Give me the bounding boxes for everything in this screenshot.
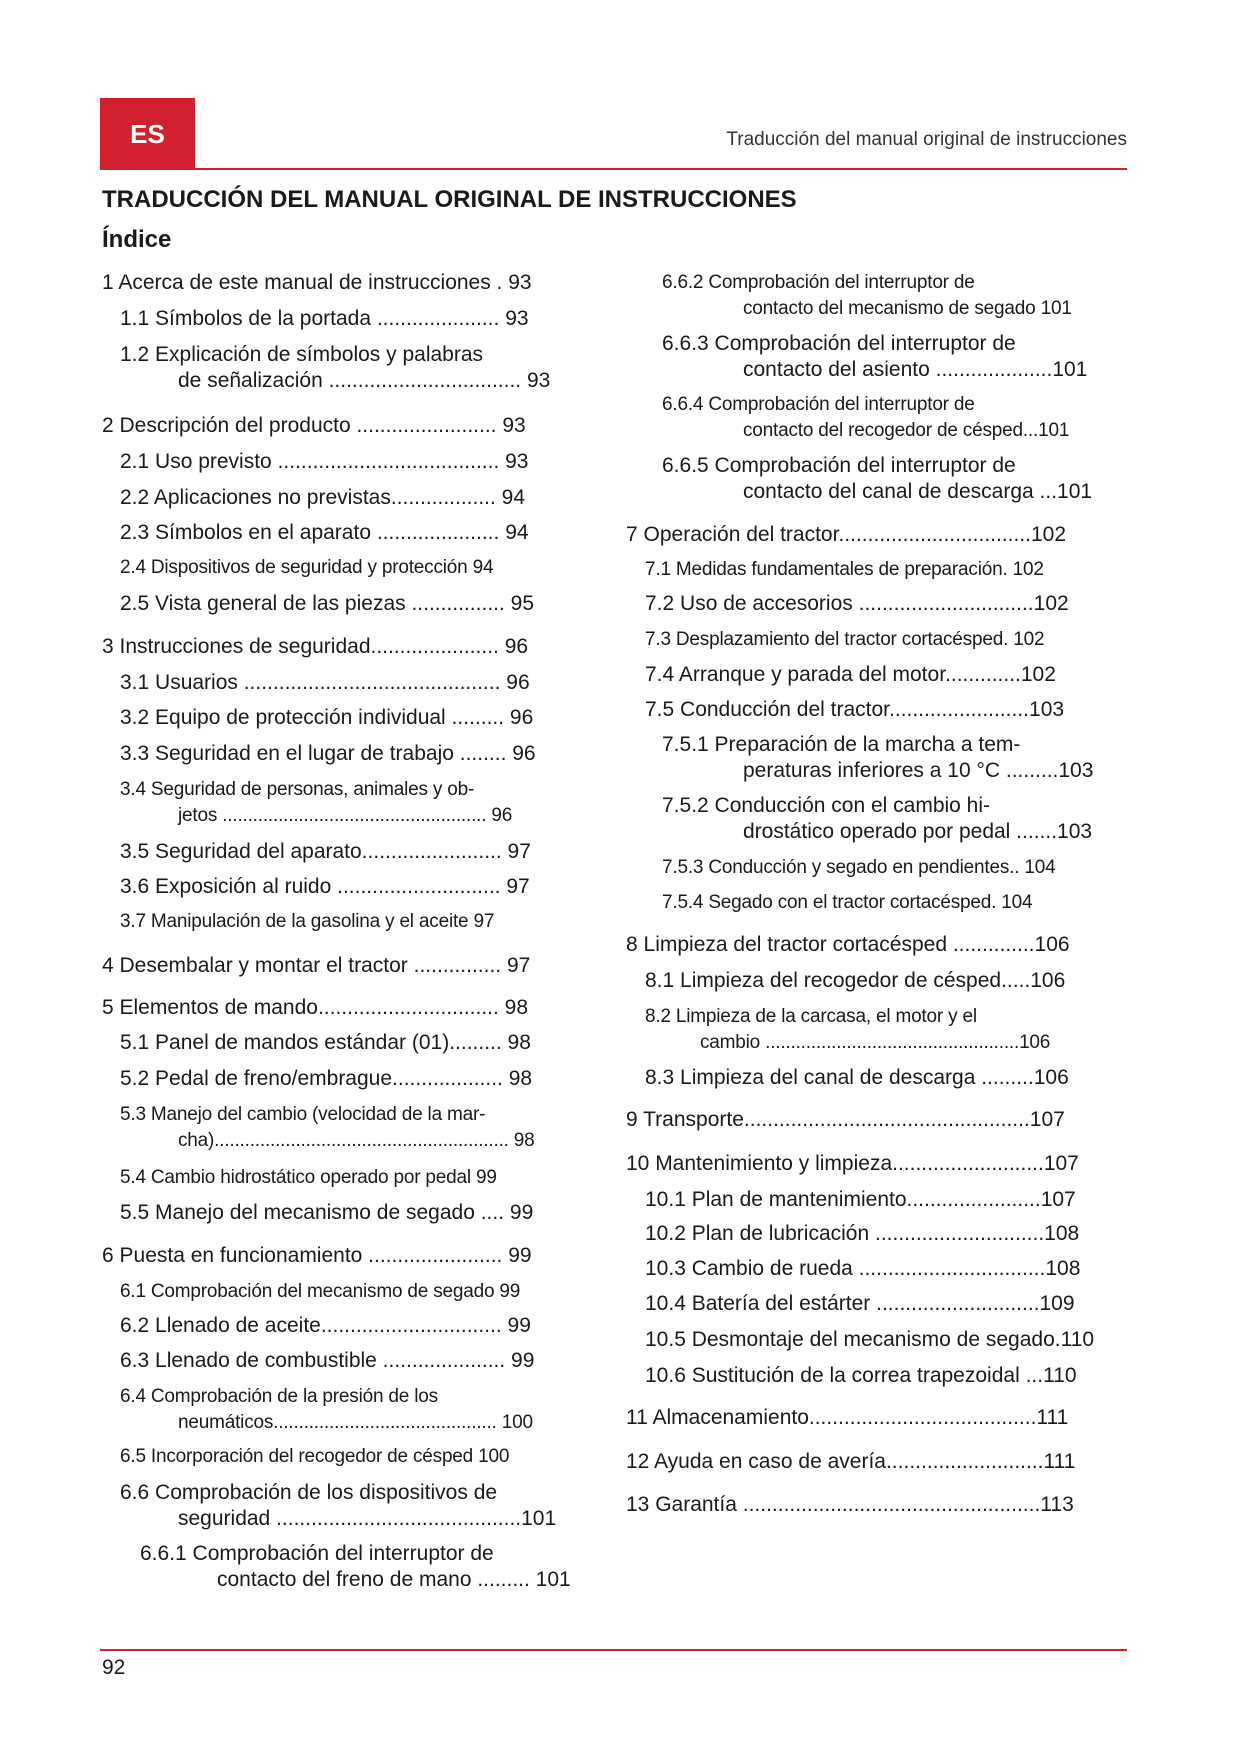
header-rule: [100, 168, 1127, 170]
toc-entry-text: 6.6.2 Comprobación del interruptor de: [662, 272, 975, 293]
toc-entry[interactable]: [662, 270, 1072, 322]
toc-entry[interactable]: [120, 909, 494, 935]
toc-entry-text: 2.4 Dispositivos de seguridad y protección 94: [120, 557, 494, 578]
toc-entry-continuation: jetos .................................................... 96: [178, 805, 513, 826]
toc-entry[interactable]: [645, 1291, 1075, 1317]
toc-entry-continuation: seguridad ..........................................101: [178, 1507, 557, 1530]
toc-entry[interactable]: [662, 855, 1055, 881]
toc-entry-text: 5.2 Pedal de freno/embrague................... 98: [120, 1067, 533, 1090]
toc-entry-continuation: neumáticos............................................ 100: [178, 1412, 533, 1433]
toc-entry[interactable]: [120, 1444, 509, 1470]
toc-entry-text: 11 Almacenamiento.......................................111: [626, 1406, 1069, 1429]
toc-entry-text: 9 Transporte.................................................107: [626, 1108, 1065, 1131]
toc-entry-text: 7.5.4 Segado con el tractor cortacésped. 104: [662, 892, 1033, 913]
toc-entry-text: 7.2 Uso de accesorios ..............................102: [645, 592, 1069, 615]
toc-entry[interactable]: [120, 777, 512, 829]
toc-entry-text: 6 Puesta en funcionamiento ....................... 99: [102, 1244, 532, 1267]
toc-entry-text: 3.3 Seguridad en el lugar de trabajo ........ 96: [120, 742, 536, 765]
toc-entry-text: 10.1 Plan de mantenimiento.......................107: [645, 1188, 1076, 1211]
toc-entry[interactable]: [645, 1065, 1069, 1091]
toc-entry[interactable]: [120, 1348, 534, 1374]
toc-entry-text: 10.2 Plan de lubricación .............................108: [645, 1222, 1080, 1245]
toc-entry[interactable]: [626, 1107, 1065, 1133]
toc-entry[interactable]: [645, 662, 1056, 688]
toc-entry-text: 6.1 Comprobación del mecanismo de segado 99: [120, 1281, 521, 1302]
toc-entry-continuation: cha).......................................................... 98: [178, 1130, 535, 1151]
toc-entry-text: 7.5.2 Conducción con el cambio hi-: [662, 794, 991, 817]
toc-entry-text: 3.6 Exposición al ruido ............................ 97: [120, 875, 530, 898]
toc-entry-text: 5.1 Panel de mandos estándar (01)......... 98: [120, 1031, 531, 1054]
toc-entry-text: 6.2 Llenado de aceite............................... 99: [120, 1314, 531, 1337]
toc-entry-text: 1.2 Explicación de símbolos y palabras: [120, 343, 484, 366]
document-title: TRADUCCIÓN DEL MANUAL ORIGINAL DE INSTRUCCIONES: [102, 186, 797, 213]
toc-entry[interactable]: [626, 1151, 1079, 1177]
toc-entry[interactable]: [120, 839, 531, 865]
toc-entry-continuation: contacto del mecanismo de segado 101: [743, 298, 1072, 319]
toc-entry-text: 5.4 Cambio hidrostático operado por pedal 99: [120, 1167, 497, 1188]
toc-entry[interactable]: [645, 1327, 1094, 1353]
toc-entry[interactable]: [662, 890, 1032, 916]
toc-entry[interactable]: [102, 1243, 532, 1269]
toc-entry-text: 10.4 Batería del estárter ............................109: [645, 1292, 1075, 1315]
toc-entry[interactable]: [626, 1405, 1068, 1431]
toc-entry-text: 6.6.5 Comprobación del interruptor de: [662, 454, 1016, 477]
toc-entry-text: 6.6.3 Comprobación del interruptor de: [662, 332, 1016, 355]
toc-entry[interactable]: [120, 449, 528, 475]
toc-entry[interactable]: [662, 331, 1087, 383]
toc-entry-text: 3.5 Seguridad del aparato........................ 97: [120, 840, 531, 863]
toc-entry-text: 10.6 Sustitución de la correa trapezoidal ...110: [645, 1364, 1077, 1387]
toc-entry[interactable]: [120, 485, 525, 511]
toc-entry-text: 8.1 Limpieza del recogedor de césped.....106: [645, 969, 1066, 992]
toc-entry-continuation: contacto del recogedor de césped...101: [743, 420, 1070, 441]
toc-entry[interactable]: [102, 634, 528, 660]
toc-entry[interactable]: [626, 1449, 1075, 1475]
toc-entry[interactable]: [120, 1102, 535, 1154]
toc-entry[interactable]: [102, 953, 530, 979]
toc-entry[interactable]: [120, 874, 530, 900]
toc-entry[interactable]: [645, 1256, 1080, 1282]
language-tab: ES: [100, 98, 195, 170]
toc-entry[interactable]: [120, 591, 534, 617]
toc-entry[interactable]: [120, 1066, 532, 1092]
page-number: 92: [102, 1656, 126, 1679]
toc-entry-text: 5.5 Manejo del mecanismo de segado .... 99: [120, 1201, 534, 1224]
toc-entry-continuation: cambio ..................................................106: [700, 1032, 1051, 1053]
toc-entry-continuation: drostático operado por pedal .......103: [743, 820, 1093, 843]
toc-entry[interactable]: [120, 1384, 533, 1436]
toc-entry[interactable]: [662, 732, 1093, 784]
toc-entry-text: 12 Ayuda en caso de avería...........................111: [626, 1450, 1076, 1473]
toc-entry-text: 7.1 Medidas fundamentales de preparación. 102: [645, 559, 1044, 580]
toc-entry-text: 3.4 Seguridad de personas, animales y ob-: [120, 779, 475, 800]
toc-entry[interactable]: [120, 520, 529, 546]
toc-entry[interactable]: [120, 670, 530, 696]
toc-entry[interactable]: [140, 1541, 571, 1593]
toc-entry-text: 5 Elementos de mando............................... 98: [102, 996, 529, 1019]
toc-entry-text: 8 Limpieza del tractor cortacésped ..............106: [626, 933, 1070, 956]
toc-entry[interactable]: [645, 968, 1065, 994]
toc-entry[interactable]: [120, 555, 493, 581]
toc-entry[interactable]: [645, 1363, 1077, 1389]
toc-entry-text: 8.2 Limpieza de la carcasa, el motor y el: [645, 1006, 977, 1027]
toc-entry-text: 2.1 Uso previsto ...................................... 93: [120, 450, 529, 473]
toc-entry[interactable]: [120, 1030, 531, 1056]
toc-entry-text: 6.5 Incorporación del recogedor de césped 100: [120, 1446, 510, 1467]
toc-entry[interactable]: [120, 1279, 520, 1305]
toc-entry[interactable]: [662, 392, 1069, 444]
toc-entry-text: 2 Descripción del producto ........................ 93: [102, 414, 526, 437]
toc-entry-text: 6.6.4 Comprobación del interruptor de: [662, 394, 975, 415]
toc-entry[interactable]: [645, 627, 1044, 653]
toc-entry-text: 2.3 Símbolos en el aparato ..................... 94: [120, 521, 529, 544]
toc-heading: Índice: [102, 226, 172, 253]
toc-entry-text: 10.3 Cambio de rueda ................................108: [645, 1257, 1081, 1280]
running-header-title: Traducción del manual original de instrucciones: [726, 129, 1127, 150]
toc-entry[interactable]: [626, 932, 1070, 958]
toc-entry-text: 7.5.1 Preparación de la marcha a tem-: [662, 733, 1021, 756]
toc-entry[interactable]: [120, 342, 550, 394]
toc-entry-text: 2.5 Vista general de las piezas ................ 95: [120, 592, 535, 615]
toc-entry-text: 7.5.3 Conducción y segado en pendientes.. 104: [662, 857, 1056, 878]
toc-entry[interactable]: [645, 1187, 1076, 1213]
toc-entry[interactable]: [626, 522, 1066, 548]
toc-entry-continuation: de señalización ................................. 93: [178, 369, 551, 392]
toc-entry-text: 6.3 Llenado de combustible ..................... 99: [120, 1349, 535, 1372]
toc-entry-text: 6.6 Comprobación de los dispositivos de: [120, 1481, 498, 1504]
toc-entry-continuation: contacto del canal de descarga ...101: [743, 480, 1093, 503]
toc-entry[interactable]: [120, 1200, 533, 1226]
toc-entry[interactable]: [120, 1165, 497, 1191]
toc-entry[interactable]: [102, 270, 532, 296]
toc-entry-text: 3.2 Equipo de protección individual ......... 96: [120, 706, 534, 729]
toc-entry-text: 6.4 Comprobación de la presión de los: [120, 1386, 438, 1407]
toc-entry-text: 7 Operación del tractor.................................102: [626, 523, 1067, 546]
toc-entry-text: 7.5 Conducción del tractor........................103: [645, 698, 1065, 721]
toc-entry-text: 6.6.1 Comprobación del interruptor de: [140, 1542, 494, 1565]
toc-entry-text: 4 Desembalar y montar el tractor ............... 97: [102, 954, 531, 977]
toc-entry-text: 3 Instrucciones de seguridad...................... 96: [102, 635, 529, 658]
toc-entry[interactable]: [662, 453, 1092, 505]
toc-entry[interactable]: [120, 1480, 556, 1532]
toc-entry[interactable]: [102, 995, 528, 1021]
toc-entry[interactable]: [120, 1313, 531, 1339]
toc-entry-text: 7.3 Desplazamiento del tractor cortacésped. 102: [645, 629, 1045, 650]
toc-entry-text: 1 Acerca de este manual de instrucciones . 93: [102, 271, 532, 294]
toc-entry-continuation: contacto del asiento ....................101: [743, 358, 1088, 381]
toc-entry[interactable]: [645, 1004, 1050, 1056]
toc-entry-text: 8.3 Limpieza del canal de descarga .........106: [645, 1066, 1069, 1089]
toc-entry-continuation: contacto del freno de mano ......... 101: [217, 1568, 571, 1591]
toc-entry[interactable]: [645, 1221, 1079, 1247]
toc-entry-text: 10 Mantenimiento y limpieza..........................107: [626, 1152, 1079, 1175]
toc-entry-text: 7.4 Arranque y parada del motor.............102: [645, 663, 1056, 686]
toc-entry-continuation: peraturas inferiores a 10 °C .........103: [743, 759, 1094, 782]
toc-entry[interactable]: [645, 591, 1069, 617]
footer-rule: [100, 1649, 1127, 1651]
toc-entry-text: 13 Garantía ...................................................113: [626, 1493, 1074, 1516]
toc-entry[interactable]: [120, 705, 533, 731]
toc-entry-text: 10.5 Desmontaje del mecanismo de segado.110: [645, 1328, 1095, 1351]
toc-entry-text: 5.3 Manejo del cambio (velocidad de la mar-: [120, 1104, 486, 1125]
toc-entry-text: 2.2 Aplicaciones no previstas.................. 94: [120, 486, 526, 509]
toc-entry[interactable]: [120, 741, 536, 767]
toc-entry[interactable]: [102, 413, 526, 439]
toc-entry[interactable]: [120, 306, 529, 332]
toc-entry[interactable]: [662, 793, 1092, 845]
toc-entry[interactable]: [626, 1492, 1074, 1518]
toc-entry-text: 1.1 Símbolos de la portada ..................... 93: [120, 307, 529, 330]
toc-entry-text: 3.1 Usuarios ............................................ 96: [120, 671, 530, 694]
toc-entry[interactable]: [645, 557, 1044, 583]
toc-entry-text: 3.7 Manipulación de la gasolina y el aceite 97: [120, 911, 495, 932]
toc-entry[interactable]: [645, 697, 1064, 723]
